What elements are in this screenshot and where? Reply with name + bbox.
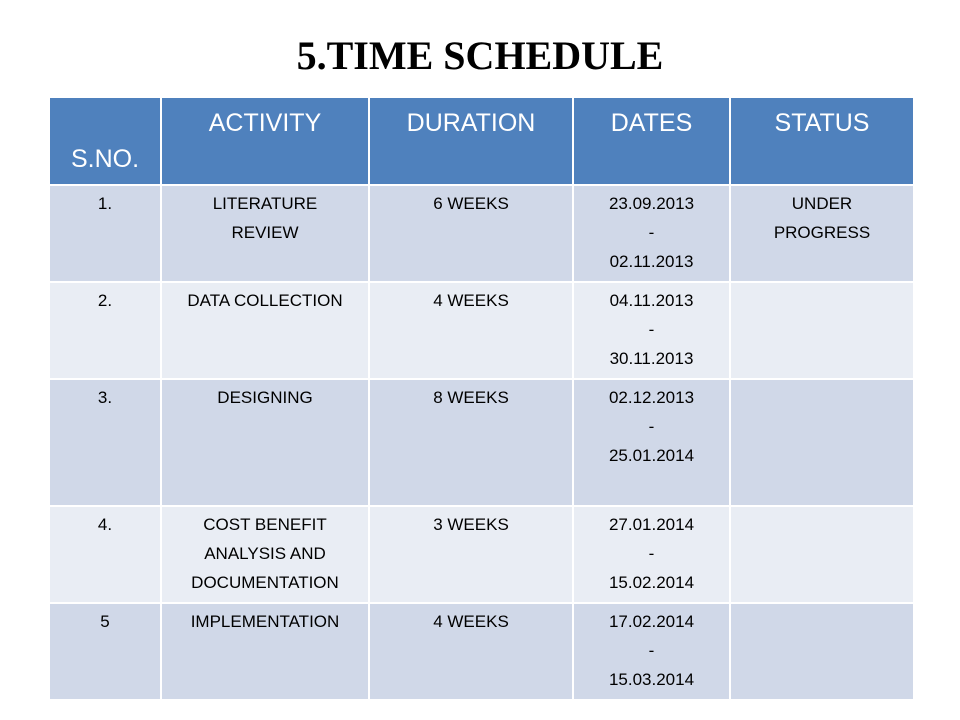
cell-dates-line: 02.12.2013 [608, 388, 695, 407]
cell-activity-line: LITERATURE [212, 194, 318, 213]
table-row [49, 282, 914, 379]
cell-dates-line: 30.11.2013 [609, 349, 694, 368]
cell-dates [573, 506, 730, 603]
cell-duration: 8 WEEKS [369, 379, 573, 506]
cell-activity-line: ANALYSIS AND [204, 544, 326, 563]
time-schedule-table [48, 96, 915, 701]
cell-sno: 4. [49, 506, 161, 603]
cell-dates-line: 02.11.2013 [609, 252, 694, 271]
header-activity: ACTIVITY [161, 97, 369, 185]
cell-sno: 1. [49, 185, 161, 282]
cell-dates [573, 379, 730, 506]
header-dates: DATES [573, 97, 730, 185]
cell-dates-line: 04.11.2013 [609, 291, 694, 310]
cell-duration: 6 WEEKS [369, 185, 573, 282]
cell-status-line: UNDER [791, 194, 853, 213]
cell-sno: 3. [49, 379, 161, 506]
cell-dates-line: - [648, 417, 655, 436]
cell-activity-line: DOCUMENTATION [191, 573, 339, 592]
table-row [49, 603, 914, 700]
cell-activity [161, 506, 369, 603]
cell-status [730, 185, 914, 282]
header-duration: DURATION [369, 97, 573, 185]
cell-dates [573, 603, 730, 700]
cell-duration: 3 WEEKS [369, 506, 573, 603]
cell-status [730, 506, 914, 603]
table-row [49, 379, 914, 506]
cell-duration: 4 WEEKS [369, 603, 573, 700]
cell-dates [573, 282, 730, 379]
cell-status [730, 282, 914, 379]
header-row [49, 97, 914, 185]
cell-duration: 4 WEEKS [369, 282, 573, 379]
cell-activity [161, 603, 369, 700]
cell-dates-line: 15.02.2014 [608, 573, 695, 592]
cell-dates-line: - [648, 223, 655, 242]
cell-dates-line: 15.03.2014 [608, 670, 695, 689]
cell-status [730, 603, 914, 700]
cell-sno: 2. [49, 282, 161, 379]
cell-dates-line: - [648, 641, 655, 660]
cell-activity-line: IMPLEMENTATION [190, 612, 340, 631]
cell-activity-line: REVIEW [231, 223, 299, 242]
cell-dates [573, 185, 730, 282]
cell-activity [161, 185, 369, 282]
cell-dates-line: - [648, 544, 655, 563]
cell-activity-line: DATA COLLECTION [187, 291, 343, 310]
cell-status-line: PROGRESS [773, 223, 871, 242]
cell-activity-line: COST BENEFIT [203, 515, 327, 534]
cell-dates-line: 17.02.2014 [608, 612, 695, 631]
cell-dates-line: 27.01.2014 [608, 515, 695, 534]
cell-sno: 5 [49, 603, 161, 700]
table-row [49, 185, 914, 282]
table-row [49, 506, 914, 603]
slide-title: 5.TIME SCHEDULE [296, 33, 664, 78]
cell-dates-line: 23.09.2013 [608, 194, 695, 213]
header-status: STATUS [730, 97, 914, 185]
header-sno: S.NO. [49, 97, 161, 185]
cell-activity-line: DESIGNING [217, 388, 313, 407]
table-body [49, 185, 914, 700]
cell-status [730, 379, 914, 506]
cell-activity [161, 282, 369, 379]
cell-dates-line: - [648, 320, 655, 339]
cell-activity [161, 379, 369, 506]
cell-dates-line: 25.01.2014 [608, 446, 695, 465]
